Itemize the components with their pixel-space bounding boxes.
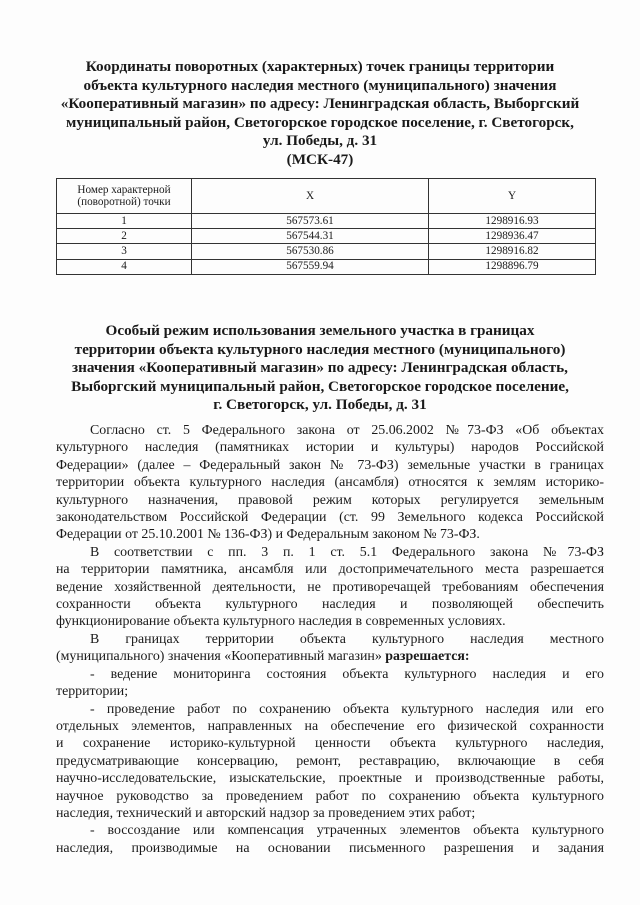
cell-x: 567573.61: [192, 214, 429, 229]
title-line: Особый режим использования земельного участка в границах: [105, 322, 535, 339]
title-line: территории объекта культурного наследия местного (муниципального): [74, 340, 566, 358]
permitted-bold: разрешается:: [385, 649, 470, 665]
paragraph-article-5: Согласно ст. 5 Федерального закона от 25.06.2002 №73-ФЗ «Об объектах культурного наследия (памятниках истории и культуры) народов Российской Федерации» (далее – Федеральный закон № 73-ФЗ) земельные участки в границах территории объекта культурного наследия (ансамбля) относятся к землям историко- культурного назначения, правовой режим которых регулируется земельным законодательством Российской Федерации (ст. 99 Земельного кодекса Российской Федерации от 25.10.2001 № 136-ФЗ) и Федеральным законом № 73-ФЗ.: [56, 423, 604, 543]
coordinates-title: [40, 58, 600, 170]
cell-y: 1298916.93: [429, 214, 596, 229]
cell-point: 1: [57, 214, 192, 229]
table-row: [57, 259, 596, 274]
cell-y: 1298936.47: [429, 229, 596, 244]
cell-point: 4: [57, 259, 192, 274]
title-line: муниципальный район, Светогорское городское поселение, г. Светогорск,: [66, 113, 574, 131]
title-line: значения «Кооперативный магазин» по адресу: Ленинградская область,: [72, 359, 568, 377]
title-line: г. Светогорск, ул. Победы, д. 31: [213, 396, 427, 414]
header-y: Y: [429, 179, 596, 214]
title-line: «Кооперативный магазин» по адресу: Ленинградская область, Выборгский: [60, 95, 580, 113]
title-line: объекта культурного наследия местного (муниципального) значения: [83, 76, 557, 94]
cell-x: 567544.31: [192, 229, 429, 244]
title-line: ул. Победы, д. 31: [262, 132, 378, 150]
cell-x: 567559.94: [192, 259, 429, 274]
paragraph-article-5-1: В соответствии с пп. 3 п. 1 ст. 5.1 Федерального закона №73-ФЗ на территории памятника, ансамбля или достопримечательного места разрешается ведение хозяйственной деятельности, не противоречащей требованиям обеспечения сохранности объекта культурного наследия и позволяющей обеспечить функционирование объекта культурного наследия в современных условиях.: [56, 544, 604, 630]
table-row: [57, 229, 596, 244]
cell-y: 1298916.82: [429, 244, 596, 259]
paragraph-permitted: В границах территории объекта культурного наследия местного (муниципального) значения «Кооперативный магазин» разрешается:: [56, 631, 604, 665]
table-row: [57, 244, 596, 259]
body-text: [56, 422, 604, 857]
paragraph-preservation-works: - проведение работ по сохранению объекта культурного наследия или его отдельных элементов, направленных на обеспечение его физической сохранности и сохранение историко-культурной ценности объекта культурного наследия, предусматривающие консервацию, ремонт, реставрацию, включающие в себя научно-исследовательские, изыскательские, проектные и производственные работы, научное руководство за проведением работ по сохранению объекта культурного наследия, технический и авторский надзор за проведением этих работ;: [56, 701, 604, 821]
title-line: (МСК-47): [286, 150, 354, 168]
table-row: [57, 214, 596, 229]
title-line: Координаты поворотных (характерных) точек границы территории: [85, 58, 555, 75]
cell-point: 2: [57, 229, 192, 244]
header-point-number: Номер характерной (поворотной) точки: [57, 179, 192, 214]
coordinates-table: [56, 178, 596, 275]
special-regime-title: [40, 322, 600, 415]
paragraph-monitoring: - ведение мониторинга состояния объекта культурного наследия и его территории;: [56, 666, 604, 700]
cell-x: 567530.86: [192, 244, 429, 259]
table-header-row: [57, 179, 596, 214]
cell-point: 3: [57, 244, 192, 259]
cell-y: 1298896.79: [429, 259, 596, 274]
paragraph-reconstruction: - воссоздание или компенсация утраченных элементов объекта культурного наследия, производимые на основании письменного разрешения и задания: [56, 823, 604, 856]
header-x: X: [192, 179, 429, 214]
title-line: Выборгский муниципальный район, Светогорское городское поселение,: [71, 377, 569, 395]
